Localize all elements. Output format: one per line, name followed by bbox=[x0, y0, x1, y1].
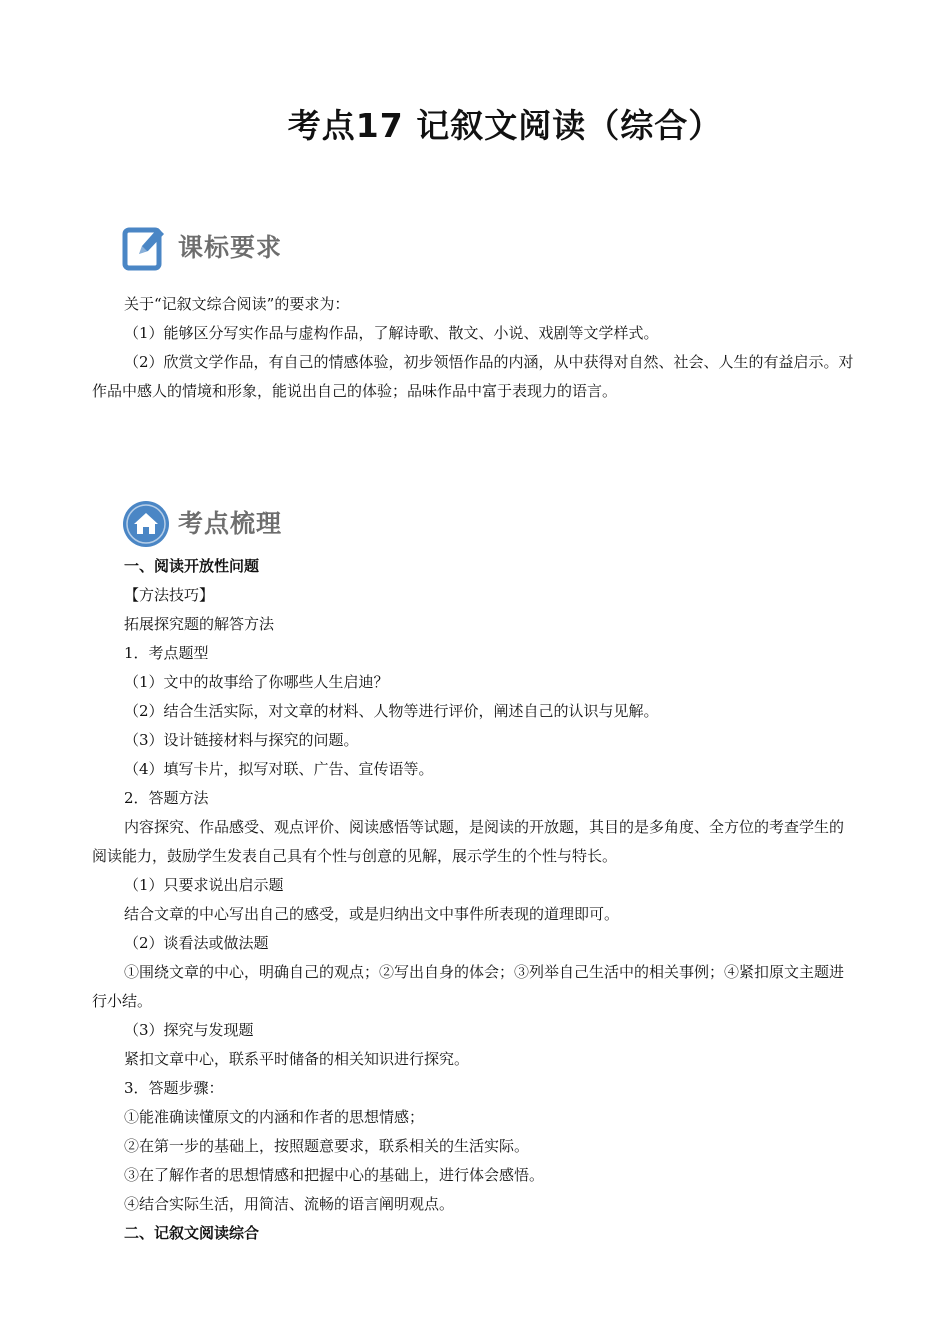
section-header-requirements bbox=[122, 220, 282, 272]
step-item: ③在了解作者的思想情感和把握中心的基础上，进行体会感悟。 bbox=[124, 1166, 545, 1184]
part-title: 一、阅读开放性问题 bbox=[124, 557, 260, 575]
section-heading: 考点梳理 bbox=[178, 509, 283, 538]
type-item: （4）填写卡片，拟写对联、广告、宣传语等。 bbox=[124, 760, 434, 778]
subsection-title: 3．答题步骤： bbox=[124, 1079, 224, 1097]
edit-icon bbox=[122, 224, 166, 268]
subsection-title: 2．答题方法 bbox=[124, 789, 209, 807]
step-item: ①能准确读懂原文的内涵和作者的思想情感； bbox=[124, 1108, 425, 1126]
requirement-item: （1）能够区分写实作品与虚构作品，了解诗歌、散文、小说、戏剧等文学样式。 bbox=[124, 324, 659, 342]
method-subtitle: （1）只要求说出启示题 bbox=[124, 876, 284, 894]
requirements-intro: 关于“记叙文综合阅读”的要求为： bbox=[124, 295, 350, 313]
method-subtitle: （3）探究与发现题 bbox=[124, 1021, 254, 1039]
type-item: （3）设计链接材料与探究的问题。 bbox=[124, 731, 359, 749]
subsection-title: 1．考点题型 bbox=[124, 644, 209, 662]
method-subtitle: （2）谈看法或做法题 bbox=[124, 934, 269, 952]
requirements-body bbox=[92, 290, 858, 406]
step-item: ②在第一步的基础上，按照题意要求，联系相关的生活实际。 bbox=[124, 1137, 530, 1155]
type-item: （1）文中的故事给了你哪些人生启迪？ bbox=[124, 673, 389, 691]
method-title: 拓展探究题的解答方法 bbox=[124, 615, 275, 633]
step-item: ④结合实际生活，用简洁、流畅的语言阐明观点。 bbox=[124, 1195, 455, 1213]
key-points-body bbox=[92, 552, 858, 1248]
method-text: ①围绕文章的中心，明确自己的观点；②写出自身的体会；③列举自己生活中的相关事例；④紧扣原文主题进行小结。 bbox=[92, 963, 845, 1010]
method-text: 结合文章的中心写出自己的感受，或是归纳出文中事件所表现的道理即可。 bbox=[124, 905, 620, 923]
methods-intro: 内容探究、作品感受、观点评价、阅读感悟等试题，是阅读的开放题，其目的是多角度、全方位的考查学生的阅读能力，鼓励学生发表自己具有个性与创意的见解，展示学生的个性与特长。 bbox=[92, 818, 845, 865]
method-text: 紧扣文章中心，联系平时储备的相关知识进行探究。 bbox=[124, 1050, 470, 1068]
method-label: 【方法技巧】 bbox=[124, 586, 215, 604]
page-title: 考点17 记叙文阅读（综合） bbox=[287, 106, 723, 145]
section-heading: 课标要求 bbox=[178, 233, 283, 262]
type-item: （2）结合生活实际，对文章的材料、人物等进行评价，阐述自己的认识与见解。 bbox=[124, 702, 659, 720]
section-header-key-points bbox=[122, 496, 282, 548]
requirement-item: （2）欣赏文学作品，有自己的情感体验，初步领悟作品的内涵，从中获得对自然、社会、人生的有益启示。对作品中感人的情境和形象，能说出自己的体验；品味作品中富于表现力的语言。 bbox=[92, 353, 854, 400]
home-icon bbox=[122, 500, 166, 544]
part-title: 二、记叙文阅读综合 bbox=[124, 1224, 260, 1242]
